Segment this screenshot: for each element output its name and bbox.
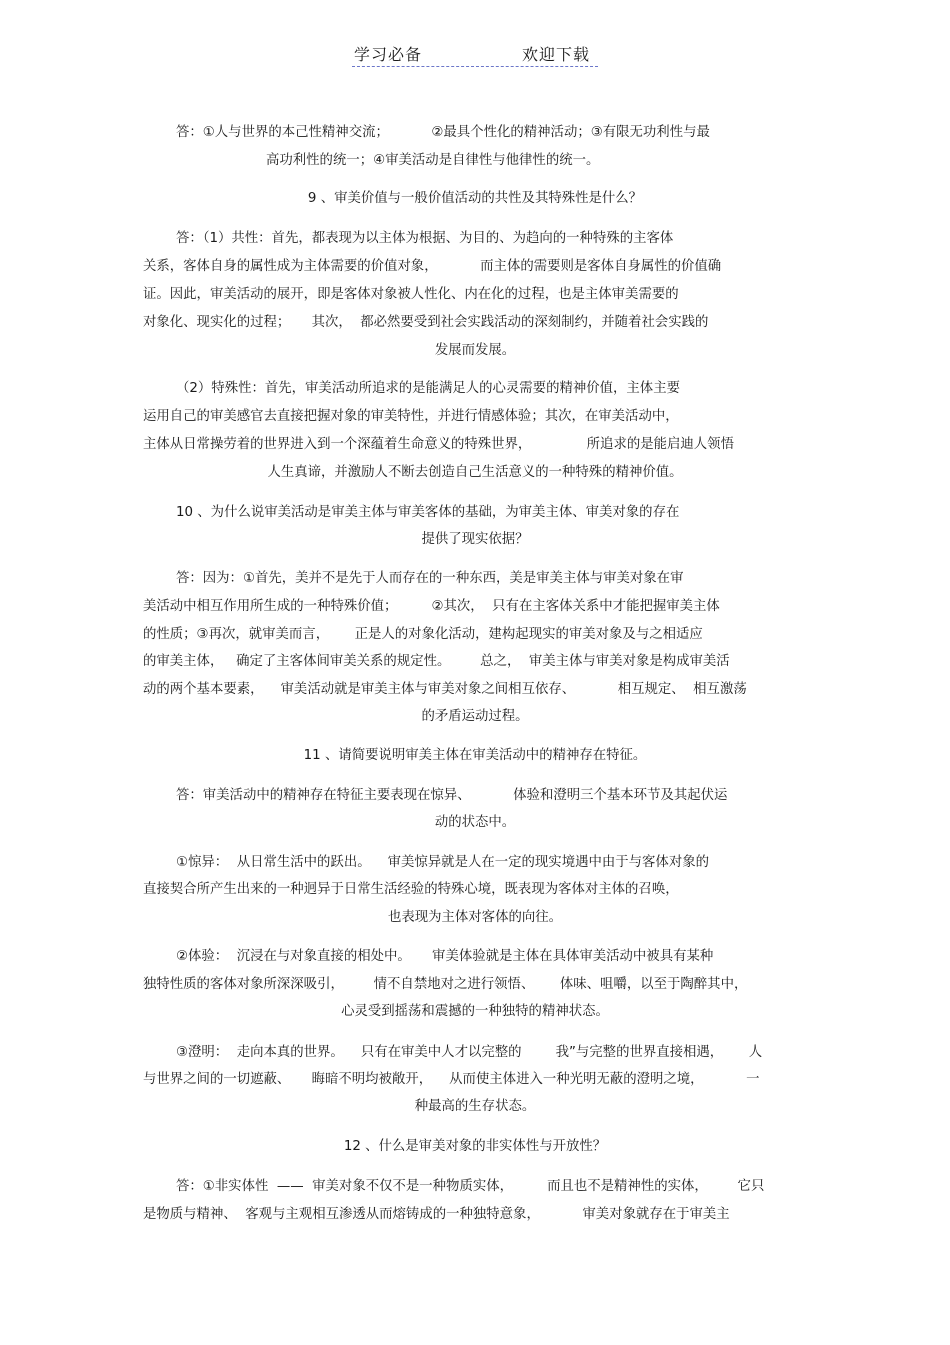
text-line: ③澄明： 走向本真的世界。 只有在审美中人才以完整的 我”与完整的世界直接相遇， 人: [176, 1045, 763, 1060]
text-line: 的矛盾运动过程。: [421, 709, 529, 724]
text-line: ②体验： 沉浸在与对象直接的相处中。 审美体验就是主体在具体审美活动中被具有某种: [176, 949, 714, 964]
text-line: 主体从日常操劳着的世界进入到一个深蕴着生命意义的特殊世界， 所追求的是能启迪人领悟: [143, 437, 734, 452]
page-header: [352, 42, 598, 67]
text-line: 高功利性的统一；④审美活动是自律性与他律性的统一。: [266, 153, 600, 168]
text-line: 与世界之间的一切遮蔽、 晦暗不明均被敞开， 从而使主体进入一种光明无蔽的澄明之境， 一: [143, 1072, 760, 1087]
text-line: 关系，客体自身的属性成为主体需要的价值对象， 而主体的需要则是客体自身属性的价值确: [143, 259, 722, 274]
text-line: 动的状态中。: [434, 815, 516, 830]
text-line: 答：①非实体性 —— 审美对象不仅不是一种物质实体， 而且也不是精神性的实体， 它只: [176, 1179, 765, 1194]
text-line: 心灵受到摇荡和震撼的一种独特的精神状态。: [341, 1004, 609, 1019]
text-line: 答：①人与世界的本己性精神交流； ②最具个性化的精神活动；③有限无功利性与最: [176, 125, 710, 140]
question-heading: 12 、什么是审美对象的非实体性与开放性？: [343, 1139, 607, 1154]
text-line: 答：因为：①首先，美并不是先于人而存在的一种东西，美是审美主体与审美对象在审: [176, 571, 684, 586]
text-line: 发展而发展。: [434, 343, 516, 358]
text-line: 种最高的生存状态。: [414, 1099, 536, 1114]
text-line: 也表现为主体对客体的向往。: [387, 910, 563, 925]
text-line: 独特性质的客体对象所深深吸引， 情不自禁地对之进行领悟、 体味、咀嚼，以至于陶醉其中，: [143, 977, 748, 992]
text-line: （2）特殊性：首先，审美活动所追求的是能满足人的心灵需要的精神价值，主体主要: [176, 381, 680, 396]
text-line: 的性质；③再次，就审美而言， 正是人的对象化活动，建构起现实的审美对象及与之相适应: [143, 627, 703, 642]
text-line: 答：审美活动中的精神存在特征主要表现在惊异、 体验和澄明三个基本环节及其起伏运: [176, 788, 728, 803]
text-line: 是物质与精神、 客观与主观相互渗透从而熔铸成的一种独特意象， 审美对象就存在于审美主: [143, 1207, 730, 1222]
text-line: ①惊异： 从日常生活中的跃出。 审美惊异就是人在一定的现实境遇中由于与客体对象的: [176, 855, 709, 870]
header-left-text: 学习必备: [354, 45, 423, 64]
text-line: 美活动中相互作用所生成的一种特殊价值； ②其次， 只有在主客体关系中才能把握审美主体: [143, 599, 720, 614]
question-heading: 9 、审美价值与一般价值活动的共性及其特殊性是什么？: [307, 191, 643, 206]
question-heading: 11 、请简要说明审美主体在审美活动中的精神存在特征。: [303, 748, 647, 763]
text-line: 对象化、现实化的过程； 其次， 都必然要受到社会实践活动的深刻制约，并随着社会实践的: [143, 315, 709, 330]
question-heading: 提供了现实依据？: [421, 532, 529, 547]
text-line: 动的两个基本要素， 审美活动就是审美主体与审美对象之间相互依存、 相互规定、 相互激荡: [143, 682, 747, 697]
text-line: 运用自己的审美感官去直接把握对象的审美特性，并进行情感体验；其次，在审美活动中，: [143, 409, 679, 424]
question-heading: 10 、为什么说审美活动是审美主体与审美客体的基础，为审美主体、审美对象的存在: [176, 505, 680, 520]
text-line: 答：（1）共性：首先，都表现为以主体为根据、为目的、为趋向的一种特殊的主客体: [176, 231, 674, 246]
text-line: 证。因此，审美活动的展开，即是客体对象被人性化、内在化的过程，也是主体审美需要的: [143, 287, 679, 302]
header-right-text: 欢迎下载: [522, 45, 591, 64]
text-line: 人生真谛，并激励人不断去创造自己生活意义的一种特殊的精神价值。: [267, 465, 683, 480]
text-line: 直接契合所产生出来的一种迥异于日常生活经验的特殊心境，既表现为客体对主体的召唤，: [143, 882, 679, 897]
text-line: 的审美主体， 确定了主客体间审美关系的规定性。 总之， 审美主体与审美对象是构成审美活: [143, 654, 730, 669]
